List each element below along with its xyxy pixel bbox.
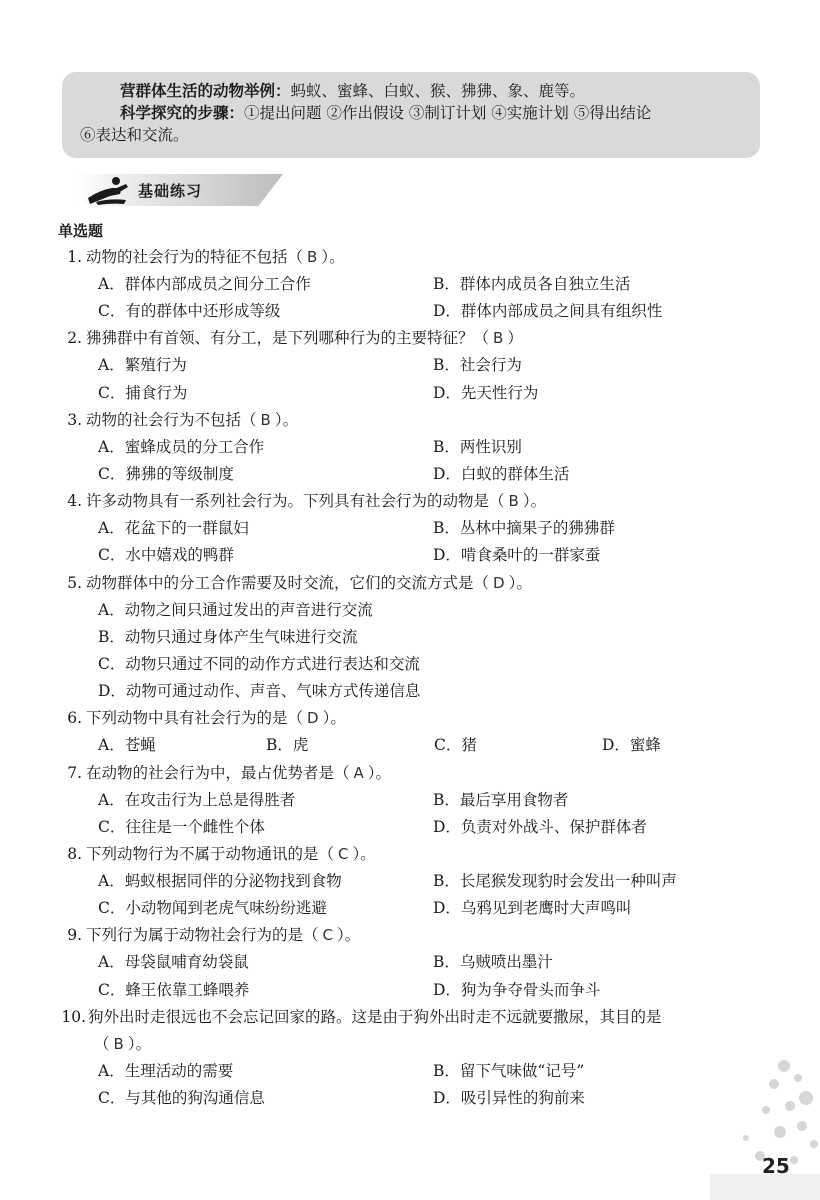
option-d: D．动物可通过动作、声音、气味方式传递信息	[98, 682, 421, 701]
question-number: 10.	[61, 1007, 86, 1026]
option-a: A．母袋鼠哺育幼袋鼠	[98, 953, 249, 972]
option-b: B．留下气味做“记号”	[433, 1061, 585, 1080]
question-8	[58, 841, 778, 922]
summary-line-examples	[80, 80, 742, 102]
question-text: 动物的社会行为的特征不包括（	[86, 248, 304, 266]
option-c: C．有的群体中还形成等级	[98, 302, 281, 321]
summary-examples-text: 蚂蚁、蜜蜂、白蚁、猴、狒狒、象、鹿等。	[290, 82, 586, 100]
option-a: A．繁殖行为	[98, 356, 187, 375]
option-d: D．狗为争夺骨头而争斗	[433, 980, 601, 999]
option-b: B．虎	[266, 736, 309, 755]
option-grid	[58, 868, 778, 922]
handwritten-answer: D	[307, 709, 319, 728]
option-a: A．蚂蚁根据同伴的分泌物找到食物	[98, 872, 342, 891]
option-grid	[58, 434, 778, 488]
option-a: A．在攻击行为上总是得胜者	[98, 790, 296, 809]
summary-examples-lead: 营群体生活的动物举例：	[120, 82, 291, 100]
option-c: C．往往是一个雌性个体	[98, 817, 265, 836]
handwritten-answer: A	[353, 763, 364, 782]
question-text: 下列行为属于动物社会行为的是（	[86, 926, 319, 945]
option-grid	[58, 515, 778, 569]
handwritten-answer: B	[493, 329, 504, 348]
question-number: 3.	[67, 410, 82, 429]
option-c: C．捕食行为	[98, 383, 188, 402]
option-a: A．花盆下的一群鼠妇	[98, 519, 249, 538]
question-number: 8.	[67, 845, 82, 864]
question-4	[58, 488, 778, 569]
option-d: D．乌鸦见到老鹰时大声鸣叫	[433, 899, 632, 918]
option-d: D．啃食桑叶的一群家蚕	[433, 546, 601, 565]
question-text: 在动物的社会行为中，最占优势者是（	[86, 763, 350, 782]
handwritten-answer: B	[508, 492, 519, 511]
question-text-end: ）。	[352, 845, 376, 864]
question-text: 动物群体中的分工合作需要及时交流，它们的交流方式是（	[86, 573, 490, 592]
question-7	[58, 760, 778, 841]
summary-line-steps-cont: ⑥表达和交流。	[80, 126, 189, 144]
option-b: B．群体内成员各自独立生活	[433, 275, 631, 293]
option-b: B．动物只通过身体产生气味进行交流	[98, 627, 358, 646]
question-1	[58, 244, 778, 325]
question-text: 狒狒群中有首领、有分工，是下列哪种行为的主要特征？（	[86, 329, 490, 348]
summary-line-steps	[80, 102, 742, 124]
question-text-end: ）。	[522, 492, 547, 511]
option-c: C．狒狒的等级制度	[98, 465, 234, 484]
option-grid	[58, 352, 778, 406]
question-text: 许多动物具有一系列社会行为。下列具有社会行为的动物是（	[86, 492, 505, 511]
option-b: B．乌贼喷出墨汁	[433, 953, 553, 972]
question-6	[58, 705, 778, 759]
question-number: 4.	[67, 492, 82, 511]
option-d: D．群体内部成员之间具有组织性	[433, 302, 663, 321]
question-text-end: ）。	[321, 248, 345, 266]
handwritten-answer: D	[493, 573, 505, 592]
question-number: 2.	[67, 329, 82, 348]
handwritten-answer: B	[260, 410, 271, 429]
question-number: 6.	[67, 709, 82, 728]
question-text-end: ）。	[274, 410, 299, 429]
question-10	[58, 1004, 778, 1112]
option-c: C．水中嬉戏的鸭群	[98, 546, 234, 565]
option-d: D．白蚁的群体生活	[433, 465, 570, 484]
question-5	[58, 570, 778, 706]
question-number: 5.	[67, 573, 82, 592]
section-title: 基础练习	[138, 182, 203, 200]
option-grid	[58, 271, 778, 325]
running-figure-icon	[86, 176, 130, 206]
option-a: A．群体内部成员之间分工合作	[98, 275, 311, 293]
option-b: B．两性识别	[433, 437, 522, 456]
option-c: C．蜂王依靠工蜂喂养	[98, 980, 250, 999]
option-c: C．动物只通过不同的动作方式进行表达和交流	[98, 655, 420, 674]
handwritten-answer: B	[307, 248, 318, 266]
question-text-end: ）。	[322, 709, 346, 728]
option-a: A．生理活动的需要	[98, 1061, 234, 1080]
knowledge-summary-box	[62, 72, 760, 158]
question-text-end: ）。	[508, 573, 532, 592]
option-d: D．吸引异性的狗前来	[433, 1089, 585, 1108]
question-text-end: ）。	[367, 763, 392, 782]
question-number: 9.	[67, 926, 82, 945]
option-b: B．社会行为	[433, 356, 522, 375]
summary-steps-text: ①提出问题 ②作出假设 ③制订计划 ④实施计划 ⑤得出结论	[244, 104, 652, 122]
option-list	[58, 597, 778, 706]
option-d: D．负责对外战斗、保护群体者	[433, 817, 647, 836]
option-d: D．先天性行为	[433, 383, 539, 402]
option-c: C．与其他的狗沟通信息	[98, 1089, 265, 1108]
summary-steps-lead: 科学探究的步骤：	[120, 104, 245, 122]
option-grid	[58, 787, 778, 841]
option-b: B．最后享用食物者	[433, 790, 569, 809]
question-text: 动物的社会行为不包括（	[86, 410, 257, 429]
question-2	[58, 325, 778, 406]
question-9	[58, 922, 778, 1003]
handwritten-answer: C	[322, 926, 333, 945]
question-3	[58, 407, 778, 488]
option-grid	[58, 949, 778, 1003]
option-a: A．动物之间只通过发出的声音进行交流	[98, 600, 373, 619]
question-list	[58, 244, 778, 1112]
question-text: 下列动物中具有社会行为的是（	[86, 709, 304, 728]
question-text-end: ）	[507, 329, 523, 348]
option-a: A．苍蝇	[98, 736, 156, 755]
option-c: C．猪	[434, 736, 477, 755]
option-b: B．丛林中摘果子的狒狒群	[433, 519, 615, 538]
handwritten-answer: B	[113, 1034, 124, 1053]
question-text-cont: （	[94, 1034, 110, 1053]
option-a: A．蜜蜂成员的分工合作	[98, 437, 265, 456]
option-row	[58, 732, 778, 759]
question-number: 7.	[67, 763, 82, 782]
option-d: D．蜜蜂	[602, 736, 661, 755]
page-number: 25	[762, 1154, 790, 1178]
question-type-label: 单选题	[58, 222, 104, 240]
question-text-end: ）。	[127, 1034, 152, 1053]
option-c: C．小动物闻到老虎气味纷纷逃避	[98, 899, 327, 918]
question-number: 1.	[67, 248, 82, 266]
question-text: 狗外出时走很远也不会忘记回家的路。这是由于狗外出时走不远就要撒尿，其目的是	[88, 1007, 662, 1026]
question-text: 下列动物行为不属于动物通讯的是（	[86, 845, 335, 864]
option-grid	[58, 1058, 778, 1112]
question-text-end: ）。	[337, 926, 361, 945]
handwritten-answer: C	[338, 845, 349, 864]
option-b: B．长尾猴发现豹时会发出一种叫声	[433, 872, 677, 891]
